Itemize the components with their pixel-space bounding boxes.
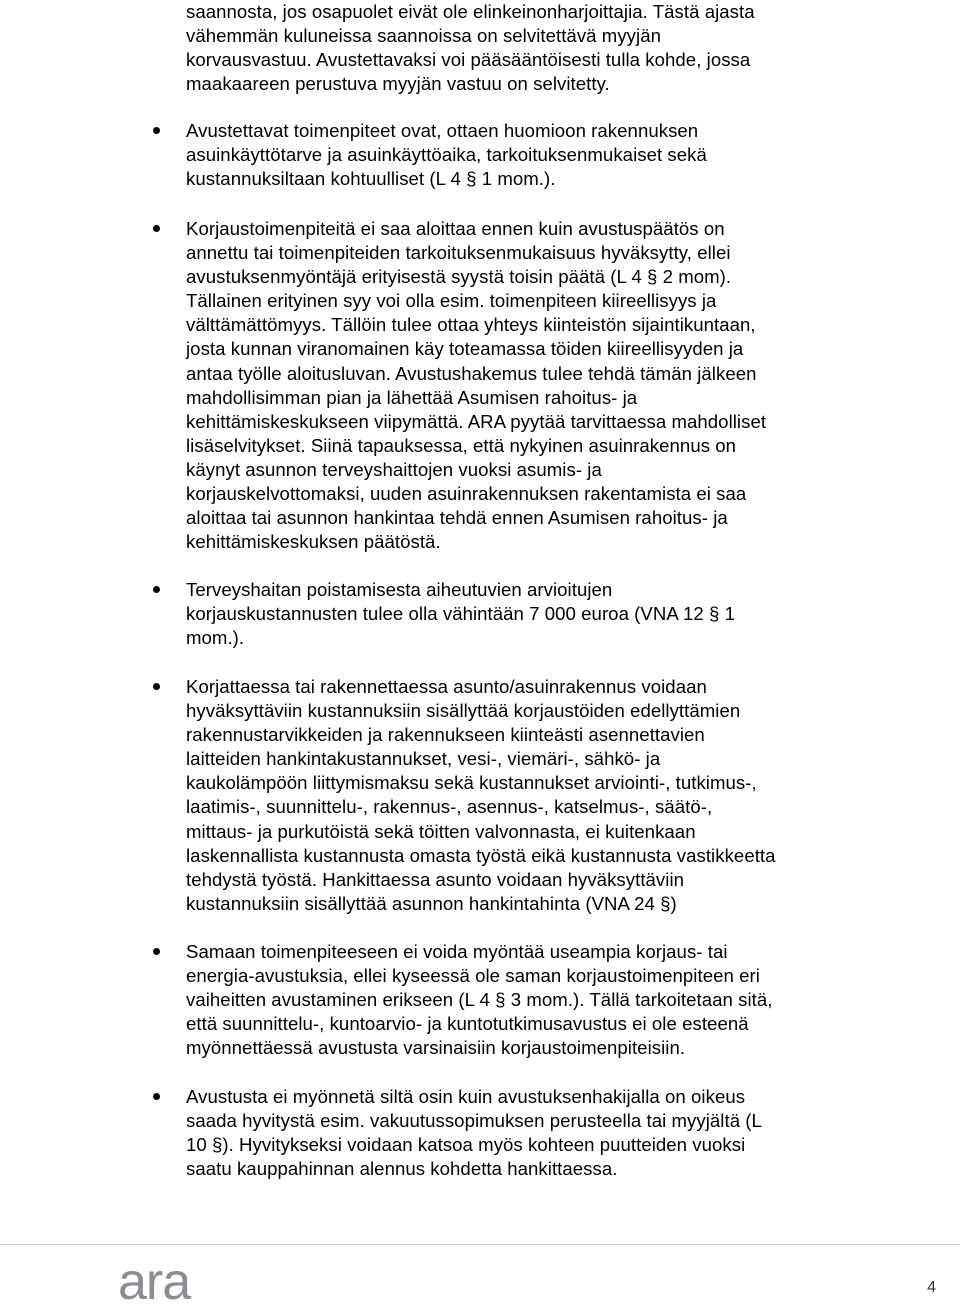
- text-line: kustannuksiltaan kohtuulliset (L 4 § 1 mom.).: [186, 168, 556, 190]
- text-line: Samaan toimenpiteeseen ei voida myöntää useampia korjaus- tai: [186, 941, 728, 962]
- text-line: asuinkäyttötarve ja asuinkäyttöaika, tarkoituksenmukaiset sekä: [186, 144, 707, 166]
- text-line: maakaareen perustuva myyjän vastuu on selvitetty.: [186, 73, 610, 95]
- text-line: Avustettavat toimenpiteet ovat, ottaen huomioon rakennuksen: [186, 120, 699, 141]
- text-line: kaukolämpöön liittymismaksu sekä kustannukset arviointi-, tutkimus-,: [186, 772, 757, 794]
- text-line: Tällainen erityinen syy voi olla esim. toimenpiteen kiireellisyys ja: [186, 290, 717, 312]
- ara-logo: ara: [118, 1253, 191, 1311]
- text-line: aloittaa tai asunnon hankintaa tehdä ennen Asumisen rahoitus- ja: [186, 507, 728, 529]
- text-line: mittaus- ja purkutöistä sekä töitten valvonnasta, ei kuitenkaan: [186, 820, 696, 842]
- text-line: Terveyshaitan poistamisesta aiheutuvien arvioitujen: [186, 579, 613, 600]
- text-line: mahdollisimman pian ja lähettää Asumisen rahoitus- ja: [186, 386, 638, 408]
- text-line: energia-avustuksia, ellei kyseessä ole saman korjaustoimenpiteen eri: [186, 965, 760, 987]
- page-number: 4: [927, 1279, 936, 1296]
- text-line: välttämättömyys. Tällöin tulee ottaa yhteys kiinteistön sijaintikuntaan,: [186, 314, 756, 336]
- text-line: saada hyvitystä esim. vakuutussopimuksen perusteella tai myyjältä (L: [186, 1110, 762, 1132]
- bullet-item-korjattaessa: [186, 675, 850, 916]
- text-line: korjauskelvottomaksi, uuden asuinrakennuksen rakentamista ei saa: [186, 483, 747, 505]
- bullet-icon: [153, 225, 160, 232]
- text-line: laitteiden hankintakustannukset, vesi-, viemäri-, sähkö- ja: [186, 748, 661, 770]
- bullet-icon: [153, 127, 160, 134]
- continuation-paragraph: [186, 0, 846, 96]
- text-line: kehittämiskeskukseen viipymättä. ARA pyytää tarvittaessa mahdolliset: [186, 410, 767, 432]
- text-line: että suunnittelu-, kuntoarvio- ja kuntotutkimusavustus ei ole esteenä: [186, 1013, 749, 1035]
- bullet-icon: [153, 948, 160, 955]
- text-line: kustannuksiin sisällyttää asunnon hankintahinta (VNA 24 §): [186, 892, 677, 914]
- text-line: annettu tai toimenpiteiden tarkoituksenmukaisuus hyväksytty, ellei: [186, 242, 731, 264]
- text-line: Korjattaessa tai rakennettaessa asunto/asuinrakennus voidaan: [186, 676, 707, 697]
- bullet-item-korjaustoimenpiteita: [186, 217, 850, 554]
- text-line: tehdystä työstä. Hankittaessa asunto voidaan hyväksyttäviin: [186, 868, 685, 890]
- text-line: kehittämiskeskuksen päätöstä.: [186, 531, 441, 553]
- footer-divider: [0, 1244, 960, 1245]
- text-line: antaa työlle aloitusluvan. Avustushakemus tulee tehdä tämän jälkeen: [186, 362, 757, 384]
- text-line: 10 §). Hyvitykseksi voidaan katsoa myös kohteen puutteiden vuoksi: [186, 1134, 746, 1156]
- text-line: avustuksenmyöntäjä erityisestä syystä toisin päätä (L 4 § 2 mom).: [186, 266, 732, 288]
- text-line: saannosta, jos osapuolet eivät ole elinkeinonharjoittajia. Tästä ajasta: [186, 1, 755, 22]
- text-line: hyväksyttäviin kustannuksiin sisällyttää korjaustöiden edellyttämien: [186, 700, 741, 722]
- text-line: laatimis-, suunnittelu-, rakennus-, asennus-, katselmus-, säätö-,: [186, 796, 713, 818]
- text-line: josta kunnan viranomainen käy toteamassa töiden kiireellisyyden ja: [186, 338, 744, 360]
- bullet-icon: [153, 1093, 160, 1100]
- text-line: laskennallista kustannusta omasta työstä eikä kustannusta vastikkeetta: [186, 844, 776, 866]
- text-line: vaiheitten avustaminen erikseen (L 4 § 3 mom.). Tällä tarkoitetaan sitä,: [186, 989, 773, 1011]
- text-line: mom.).: [186, 627, 245, 649]
- bullet-item-avustettavat: [186, 119, 850, 191]
- text-line: korjauskustannusten tulee olla vähintään 7 000 euroa (VNA 12 § 1: [186, 603, 735, 625]
- text-line: Avustusta ei myönnetä siltä osin kuin avustuksenhakijalla on oikeus: [186, 1086, 746, 1107]
- text-line: käynyt asunnon terveyshaittojen vuoksi asumis- ja: [186, 458, 602, 480]
- text-line: rakennustarvikkeiden ja rakennukseen kiinteästi asennettavien: [186, 724, 705, 746]
- text-line: saatu kauppahinnan alennus kohdetta hankittaessa.: [186, 1158, 618, 1180]
- bullet-icon: [153, 586, 160, 593]
- bullet-item-samaan: [186, 940, 850, 1060]
- bullet-item-terveyshaitan: [186, 578, 850, 650]
- text-line: lisäselvitykset. Siinä tapauksessa, että nykyinen asuinrakennus on: [186, 434, 737, 456]
- bullet-item-avustusta: [186, 1085, 850, 1181]
- text-line: myönnettäessä avustusta varsinaisiin korjaustoimenpiteisiin.: [186, 1037, 686, 1059]
- text-line: korvausvastuu. Avustettavaksi voi pääsääntöisesti tulla kohde, jossa: [186, 49, 751, 71]
- text-line: Korjaustoimenpiteitä ei saa aloittaa ennen kuin avustuspäätös on: [186, 218, 725, 239]
- bullet-icon: [153, 683, 160, 690]
- text-line: vähemmän kuluneissa saannoissa on selvitettävä myyjän: [186, 25, 661, 47]
